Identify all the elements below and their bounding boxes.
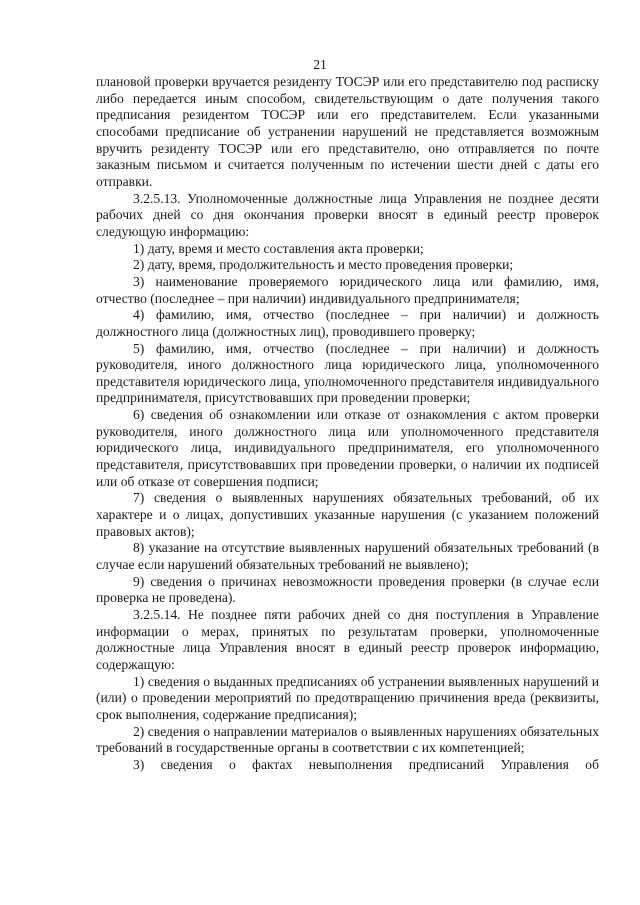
list-item-violations: 7) сведения о выявленных нарушениях обязательных требований, об их характере и о лицах, допустивших указанные нарушения (с указанием положений правовых актов); [96, 490, 599, 539]
list-item-inspection-date: 2) дату, время, продолжительность и место проведения проверки; [133, 257, 514, 273]
paragraph-3-2-5-14: 3.2.5.14. Не позднее пяти рабочих дней со дня поступления в Управление информации о мерах, принятых по результатам проверки, уполномоченные должностные лица Управления вносят в единый реестр проверок информацию, содержащую: [96, 607, 599, 672]
paragraph-3-2-5-13: 3.2.5.13. Уполномоченные должностные лица Управления не позднее десяти рабочих дней со дня окончания проверки вносят в единый реестр проверок следующую информацию: [96, 190, 599, 239]
list-item-impossibility: 9) сведения о причинах невозможности проведения проверки (в случае если проверка не проведена). [96, 573, 599, 606]
list-item-materials-sent: 2) сведения о направлении материалов о выявленных нарушениях обязательных требований в государственные органы в соответствии с их компетенцией; [96, 723, 599, 756]
page-number: 21 [313, 57, 327, 72]
list-item-no-violations: 8) указание на отсутствие выявленных нарушений обязательных требований (в случае если нарушений обязательных требований не выявлено); [96, 540, 599, 573]
list-item-non-compliance: 3) сведения о фактах невыполнения предписаний Управления об [133, 756, 599, 772]
list-item-entity-name: 3) наименование проверяемого юридического лица или фамилию, имя, отчество (последнее – при наличии) индивидуального предпринимателя; [96, 273, 599, 306]
list-item-attendees: 5) фамилию, имя, отчество (последнее – при наличии) и должность руководителя, иного должностного лица юридического лица, уполномоченного представителя юридического лица, уполномоченного представителя индивидуального предпринимателя, присутствовавших при проведении проверки; [96, 340, 599, 406]
list-item-acquaintance: 6) сведения об ознакомлении или отказе от ознакомления с актом проверки руководителя, иного должностного лица или уполномоченного представителя юридического лица, индивидуального предпринимателя, его уполномоченного представителя, присутствовавших при проведении проверки, о наличии их подписей или об отказе от совершения подписи; [96, 407, 599, 489]
document-body [96, 74, 599, 774]
list-item-act-date: 1) дату, время и место составления акта проверки; [133, 240, 424, 256]
paragraph-delivery-of-order: плановой проверки вручается резиденту ТОСЭР или его представителю под расписку либо передается иным способом, свидетельствующим о дате получения такого предписания резидентом ТОСЭР или его представителем. Если указанными способами предписание об устранении нарушений не представляется возможным вручить резиденту ТОСЭР или его представителю, оно отправляется по почте заказным письмом и считается полученным по истечении шести дней с даты его отправки. [96, 74, 599, 189]
list-item-orders-issued: 1) сведения о выданных предписаниях об устранении выявленных нарушений и (или) о проведении мероприятий по предотвращению причинения вреда (реквизиты, срок выполнения, содержание предписания); [96, 673, 599, 722]
list-item-inspector-name: 4) фамилию, имя, отчество (последнее – при наличии) и должность должностного лица (должностных лиц), проводившего проверку; [96, 307, 599, 339]
